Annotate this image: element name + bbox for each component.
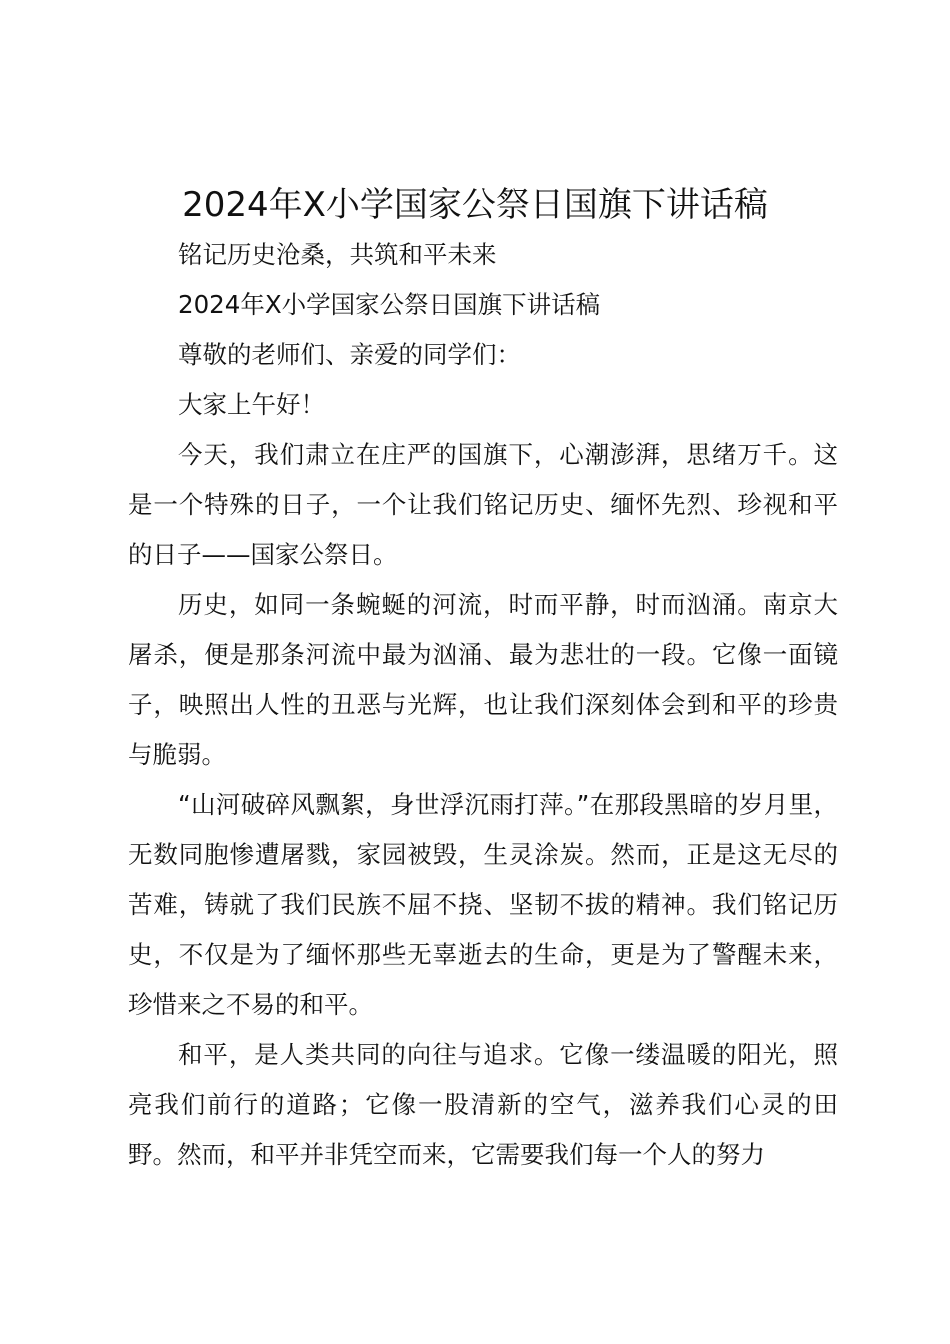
document-body [128,230,838,1180]
document-title: 2024年X小学国家公祭日国旗下讲话稿 [182,185,768,225]
body-paragraph: 和平，是人类共同的向往与追求。它像一缕温暖的阳光，照亮我们前行的道路；它像一股清新的空气，滋养我们心灵的田野。然而，和平并非凭空而来，它需要我们每一个人的努力 [128,1040,838,1169]
body-paragraph: “山河破碎风飘絮，身世浮沉雨打萍。”在那段黑暗的岁月里，无数同胞惨遭屠戮，家园被毁，生灵涂炭。然而，正是这无尽的苦难，铸就了我们民族不屈不挠、坚韧不拔的精神。我们铭记历史，不仅是为了缅怀那些无辜逝去的生命，更是为了警醒未来，珍惜来之不易的和平。 [128,790,838,1019]
greeting-paragraph: 大家上午好！ [178,390,325,419]
body-paragraph: 历史，如同一条蜿蜒的河流，时而平静，时而汹涌。南京大屠杀，便是那条河流中最为汹涌、最为悲壮的一段。它像一面镜子，映照出人性的丑恶与光辉，也让我们深刻体会到和平的珍贵与脆弱。 [128,590,838,769]
subtitle-paragraph: 铭记历史沧桑，共筑和平未来 [178,240,497,269]
repeat-title-paragraph: 2024年X小学国家公祭日国旗下讲话稿 [178,290,601,319]
salutation-paragraph: 尊敬的老师们、亲爱的同学们： [178,340,521,369]
body-paragraph: 今天，我们肃立在庄严的国旗下，心潮澎湃，思绪万千。这是一个特殊的日子，一个让我们铭记历史、缅怀先烈、珍视和平的日子——国家公祭日。 [128,440,838,569]
